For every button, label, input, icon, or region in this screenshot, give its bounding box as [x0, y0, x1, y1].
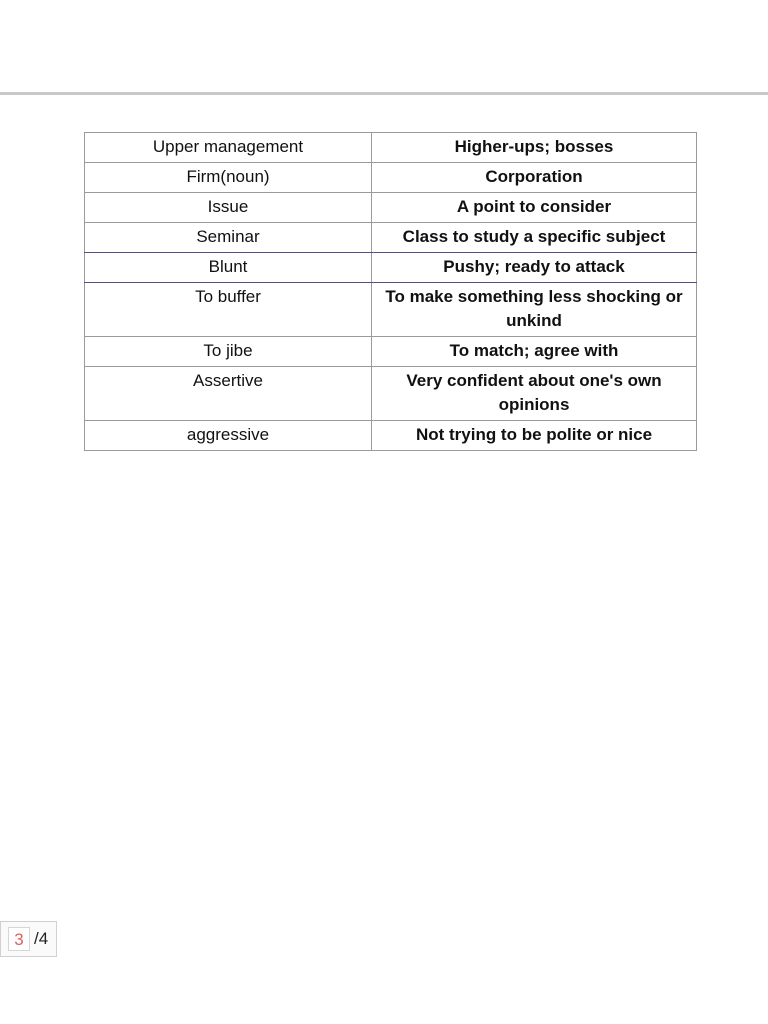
table-row [85, 367, 697, 421]
term-cell: To jibe [85, 337, 372, 367]
total-pages-label: /4 [34, 929, 49, 948]
term-cell: Seminar [85, 223, 372, 253]
definition-cell: Class to study a specific subject [372, 223, 697, 253]
term-cell: Upper management [85, 133, 372, 163]
term-cell: To buffer [85, 283, 372, 337]
page-navigator [0, 921, 57, 957]
table-row [85, 421, 697, 451]
definition-cell: Very confident about one's own opinions [372, 367, 697, 421]
definition-cell: Higher-ups; bosses [372, 133, 697, 163]
term-cell: Assertive [85, 367, 372, 421]
term-cell: Issue [85, 193, 372, 223]
vocabulary-table [84, 132, 697, 451]
definition-cell: To make something less shocking or unkind [372, 283, 697, 337]
definition-cell: A point to consider [372, 193, 697, 223]
table-row [85, 283, 697, 337]
page-divider [0, 92, 768, 95]
definition-cell: Corporation [372, 163, 697, 193]
term-cell: Blunt [85, 253, 372, 283]
term-cell: aggressive [85, 421, 372, 451]
definition-cell: Not trying to be polite or nice [372, 421, 697, 451]
table-row [85, 193, 697, 223]
table-row [85, 337, 697, 367]
table-row [85, 253, 697, 283]
definition-cell: Pushy; ready to attack [372, 253, 697, 283]
table-row [85, 133, 697, 163]
term-cell: Firm(noun) [85, 163, 372, 193]
current-page-input[interactable]: 3 [8, 927, 30, 951]
definition-cell: To match; agree with [372, 337, 697, 367]
table-row [85, 223, 697, 253]
table-row [85, 163, 697, 193]
